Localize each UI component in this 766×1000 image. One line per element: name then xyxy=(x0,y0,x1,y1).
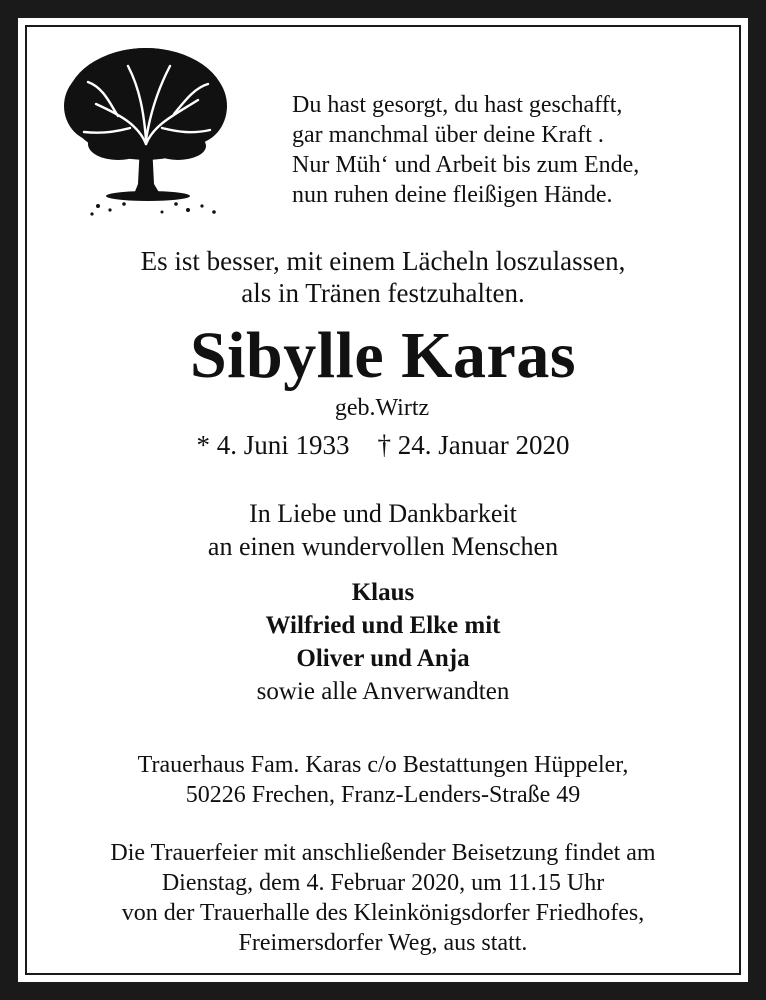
family-name: Klaus xyxy=(351,579,415,606)
quote xyxy=(0,245,766,309)
ceremony-info xyxy=(0,838,766,958)
quote-line: als in Tränen festzuhalten. xyxy=(241,278,525,308)
family-signatures xyxy=(0,576,766,708)
dedication xyxy=(0,497,766,563)
ceremony-line: Dienstag, dem 4. Februar 2020, um 11.15 Uhr xyxy=(161,870,605,896)
dedication-line: In Liebe und Dankbarkeit xyxy=(249,499,517,528)
relatives-line: sowie alle Anverwandten xyxy=(256,678,510,705)
dedication-line: an einen wundervollen Menschen xyxy=(207,532,559,561)
family-name: Wilfried und Elke mit xyxy=(265,612,501,639)
address-line: Trauerhaus Fam. Karas c/o Bestattungen Hüppeler, xyxy=(137,752,629,778)
ceremony-line: Freimersdorfer Weg, aus statt. xyxy=(238,930,528,956)
poem-line: nun ruhen deine fleißigen Hände. xyxy=(292,182,613,208)
deceased-name: Sibylle Karas xyxy=(189,319,577,392)
quote-line: Es ist besser, mit einem Lächeln loszulassen, xyxy=(140,246,626,276)
birth-date: * 4. Juni 1933 xyxy=(196,430,350,460)
family-name: Oliver und Anja xyxy=(296,645,470,672)
poem-line: Du hast gesorgt, du hast geschafft, xyxy=(292,92,623,118)
born-name: geb.Wirtz xyxy=(334,395,430,421)
poem-line: Nur Müh‘ und Arbeit bis zum Ende, xyxy=(292,152,640,178)
death-date: † 24. Januar 2020 xyxy=(377,430,570,460)
tree-icon xyxy=(58,44,228,224)
address-line: 50226 Frechen, Franz-Lenders-Straße 49 xyxy=(185,782,581,808)
poem xyxy=(292,90,732,210)
life-dates xyxy=(0,428,766,462)
ceremony-line: von der Trauerhalle des Kleinkönigsdorfer Friedhofes, xyxy=(121,900,645,926)
poem-line: gar manchmal über deine Kraft . xyxy=(292,122,604,148)
mourning-house-address xyxy=(0,750,766,810)
ceremony-line: Die Trauerfeier mit anschließender Beisetzung findet am xyxy=(110,840,656,866)
